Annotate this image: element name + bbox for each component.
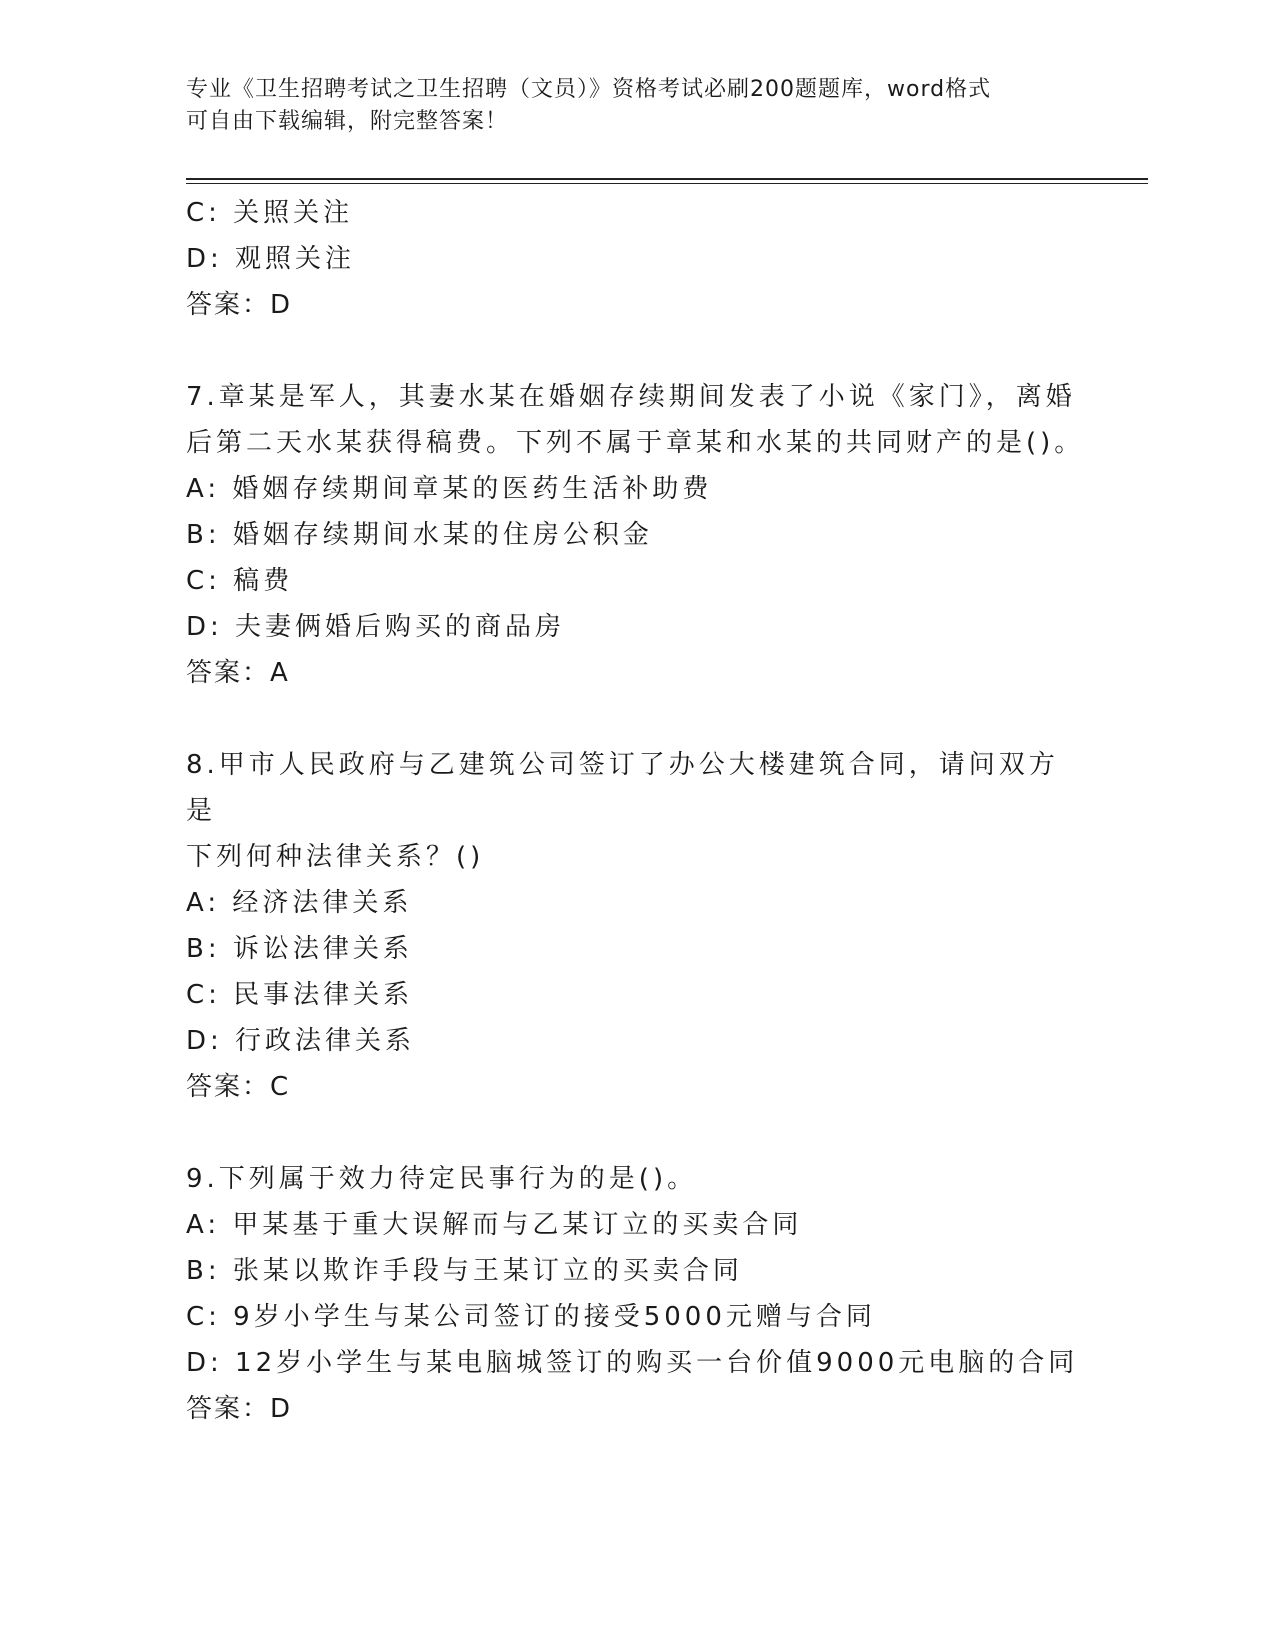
question-stem: 下列何种法律关系？()	[186, 842, 485, 872]
question-stem: 8.甲市人民政府与乙建筑公司签订了办公大楼建筑合同，请问双方是	[186, 750, 1059, 826]
question-stem: 7.章某是军人，其妻水某在婚姻存续期间发表了小说《家门》，离婚	[186, 382, 1076, 412]
option-d: D: 夫妻俩婚后购买的商品房	[186, 612, 566, 642]
document-header	[186, 74, 1066, 138]
option-a: A: 甲某基于重大误解而与乙某订立的买卖合同	[186, 1210, 803, 1240]
option-d: D: 行政法律关系	[186, 1026, 416, 1056]
question-9	[186, 1156, 1086, 1432]
header-line-2: 可自由下载编辑，附完整答案！	[186, 109, 509, 134]
question-list	[186, 190, 1086, 1432]
answer-line: 答案：A	[186, 658, 290, 688]
option-a: A: 经济法律关系	[186, 888, 413, 918]
question-8	[186, 742, 1086, 1110]
header-divider-thick	[186, 178, 1148, 180]
option-d: D: 12岁小学生与某电脑城签订的购买一台价值9000元电脑的合同	[186, 1348, 1079, 1378]
option-c: C: 关照关注	[186, 198, 354, 228]
question-7	[186, 374, 1086, 696]
option-d: D: 观照关注	[186, 244, 356, 274]
answer-line: 答案：C	[186, 1072, 291, 1102]
option-b: B: 张某以欺诈手段与王某订立的买卖合同	[186, 1256, 743, 1286]
question-stem: 9.下列属于效力待定民事行为的是()。	[186, 1164, 698, 1194]
option-b: B: 婚姻存续期间水某的住房公积金	[186, 520, 653, 550]
header-divider-thin	[186, 183, 1148, 184]
continued-question	[186, 190, 1086, 328]
option-a: A: 婚姻存续期间章某的医药生活补助费	[186, 474, 713, 504]
question-stem: 后第二天水某获得稿费。下列不属于章某和水某的共同财产的是()。	[186, 428, 1085, 458]
option-c: C: 稿费	[186, 566, 294, 596]
option-b: B: 诉讼法律关系	[186, 934, 413, 964]
option-c: C: 9岁小学生与某公司签订的接受5000元赠与合同	[186, 1302, 876, 1332]
answer-line: 答案：D	[186, 1394, 293, 1424]
answer-line: 答案：D	[186, 290, 293, 320]
header-line-1: 专业《卫生招聘考试之卫生招聘（文员）》资格考试必刷200题题库，word格式	[186, 77, 992, 102]
option-c: C: 民事法律关系	[186, 980, 414, 1010]
